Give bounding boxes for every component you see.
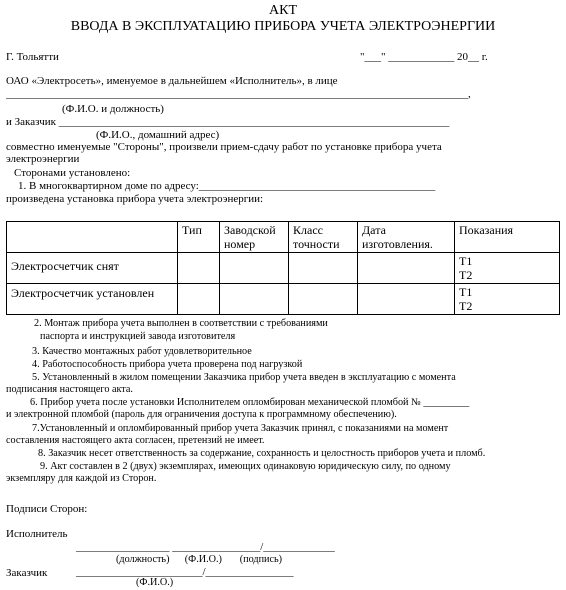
clause-4: 4. Работоспособность прибора учета проверена под нагрузкой: [32, 359, 303, 370]
cell-empty: [178, 253, 220, 284]
header-serial-line2: номер: [224, 237, 256, 251]
cell-empty: [289, 253, 358, 284]
reading-t2: Т2: [459, 299, 473, 313]
customer-signature-hint: (Ф.И.О.): [136, 577, 174, 588]
executor-signature-hint: (должность) (Ф.И.О.) (подпись): [116, 554, 283, 565]
cell-empty: [220, 253, 289, 284]
clause-2-line2: паспорта и инструкцией завода изготовителя: [40, 331, 236, 342]
row-label-removed-text: Электросчетчик снят: [11, 259, 119, 273]
reading-t1: Т1: [459, 254, 473, 268]
clause-7-line1: 7.Установленный и опломбированный прибор учета Заказчик принял, с показаниями на момент: [32, 423, 449, 434]
parties-joint-text-cont: электроэнергии: [6, 153, 80, 165]
cell-empty: [289, 284, 358, 315]
header-cell-serial: [220, 222, 289, 253]
cell-readings: [455, 253, 560, 284]
clause-7-line2: составления настоящего акта согласен, претензий не имеет.: [6, 435, 265, 446]
document-title-line1: АКТ: [269, 3, 297, 18]
cell-empty: [178, 284, 220, 315]
clause-1-address: 1. В многоквартирном доме по адресу:___________________________________________: [18, 180, 436, 192]
header-cell-accuracy: [289, 222, 358, 253]
cell-empty: [220, 284, 289, 315]
cell-empty: [358, 284, 455, 315]
header-cell-readings: Показания: [455, 222, 560, 253]
header-date-line2: изготовления.: [362, 237, 433, 251]
executor-name-hint: (Ф.И.О. и должность): [62, 103, 164, 115]
reading-t1: Т1: [459, 285, 473, 299]
header-cell-empty: [7, 222, 178, 253]
customer-signature-line: _______________________/________________: [76, 566, 294, 578]
table-row: [7, 284, 560, 315]
clause-6-line2: и электронной пломбой (пароль для ограничения доступа к программному обеспечению).: [6, 409, 397, 420]
customer-label: Заказчик: [6, 567, 48, 579]
signatures-heading: Подписи Сторон:: [6, 503, 88, 515]
cell-empty: [358, 253, 455, 284]
customer-name-hint: (Ф.И.О., домашний адрес): [96, 129, 220, 141]
clause-8: 8. Заказчик несет ответственность за содержание, сохранность и целостность приборов учета и пломб.: [38, 448, 486, 459]
cell-readings: [455, 284, 560, 315]
executor-label: Исполнитель: [6, 528, 68, 540]
city: Г. Тольятти: [6, 51, 59, 63]
header-date-line1: Дата: [362, 223, 386, 237]
row-label-removed: [7, 253, 178, 284]
header-cell-type: Тип: [178, 222, 220, 253]
row-label-installed: [7, 284, 178, 315]
customer-line: и Заказчик _______________________________________________________________________: [6, 116, 450, 128]
executor-intro: ОАО «Электросеть», именуемое в дальнейшем «Исполнитель», в лице: [6, 75, 338, 87]
clause-9-line2: экземпляру для каждой из Сторон.: [6, 473, 157, 484]
row-label-installed-text: Электросчетчик установлен: [11, 286, 155, 300]
header-accuracy-line2: точности: [293, 237, 340, 251]
clause-5-line1: 5. Установленный в жилом помещении Заказчика прибор учета введен в эксплуатацию с момента: [32, 372, 456, 383]
parties-joint-text: совместно именуемые "Стороны", произвели прием-сдачу работ по установке прибора учета: [6, 141, 442, 153]
header-serial-line1: Заводской: [224, 223, 276, 237]
clause-6-line1: 6. Прибор учета после установки Исполнителем опломбирован механической пломбой № _________: [30, 397, 470, 408]
clause-1-installed: произведена установка прибора учета электроэнергии:: [6, 193, 264, 205]
document-title-line2: ВВОДА В ЭКСПЛУАТАЦИЮ ПРИБОРА УЧЕТА ЭЛЕКТРОЭНЕРГИИ: [70, 19, 496, 34]
clause-9-line1: 9. Акт составлен в 2 (двух) экземплярах, имеющих одинаковую юридическую силу, по одному: [40, 461, 451, 472]
clause-3: 3. Качество монтажных работ удовлетворительное: [32, 346, 252, 357]
table-header-row: [7, 222, 560, 253]
header-cell-date: [358, 222, 455, 253]
clause-2-line1: 2. Монтаж прибора учета выполнен в соответствии с требованиями: [34, 318, 328, 329]
clause-5-line2: подписания настоящего акта.: [6, 384, 133, 395]
executor-signature-line: _________________ ________________/_____________: [76, 541, 335, 553]
table-row: [7, 253, 560, 284]
header-accuracy-line1: Класс: [293, 223, 323, 237]
meter-table: [6, 221, 560, 315]
reading-t2: Т2: [459, 268, 473, 282]
act-date: "___" ____________ 20__ г.: [360, 51, 488, 63]
executor-name-line: ____________________________________________________________________________________,: [6, 88, 471, 100]
established-heading: Сторонами установлено:: [14, 167, 131, 179]
